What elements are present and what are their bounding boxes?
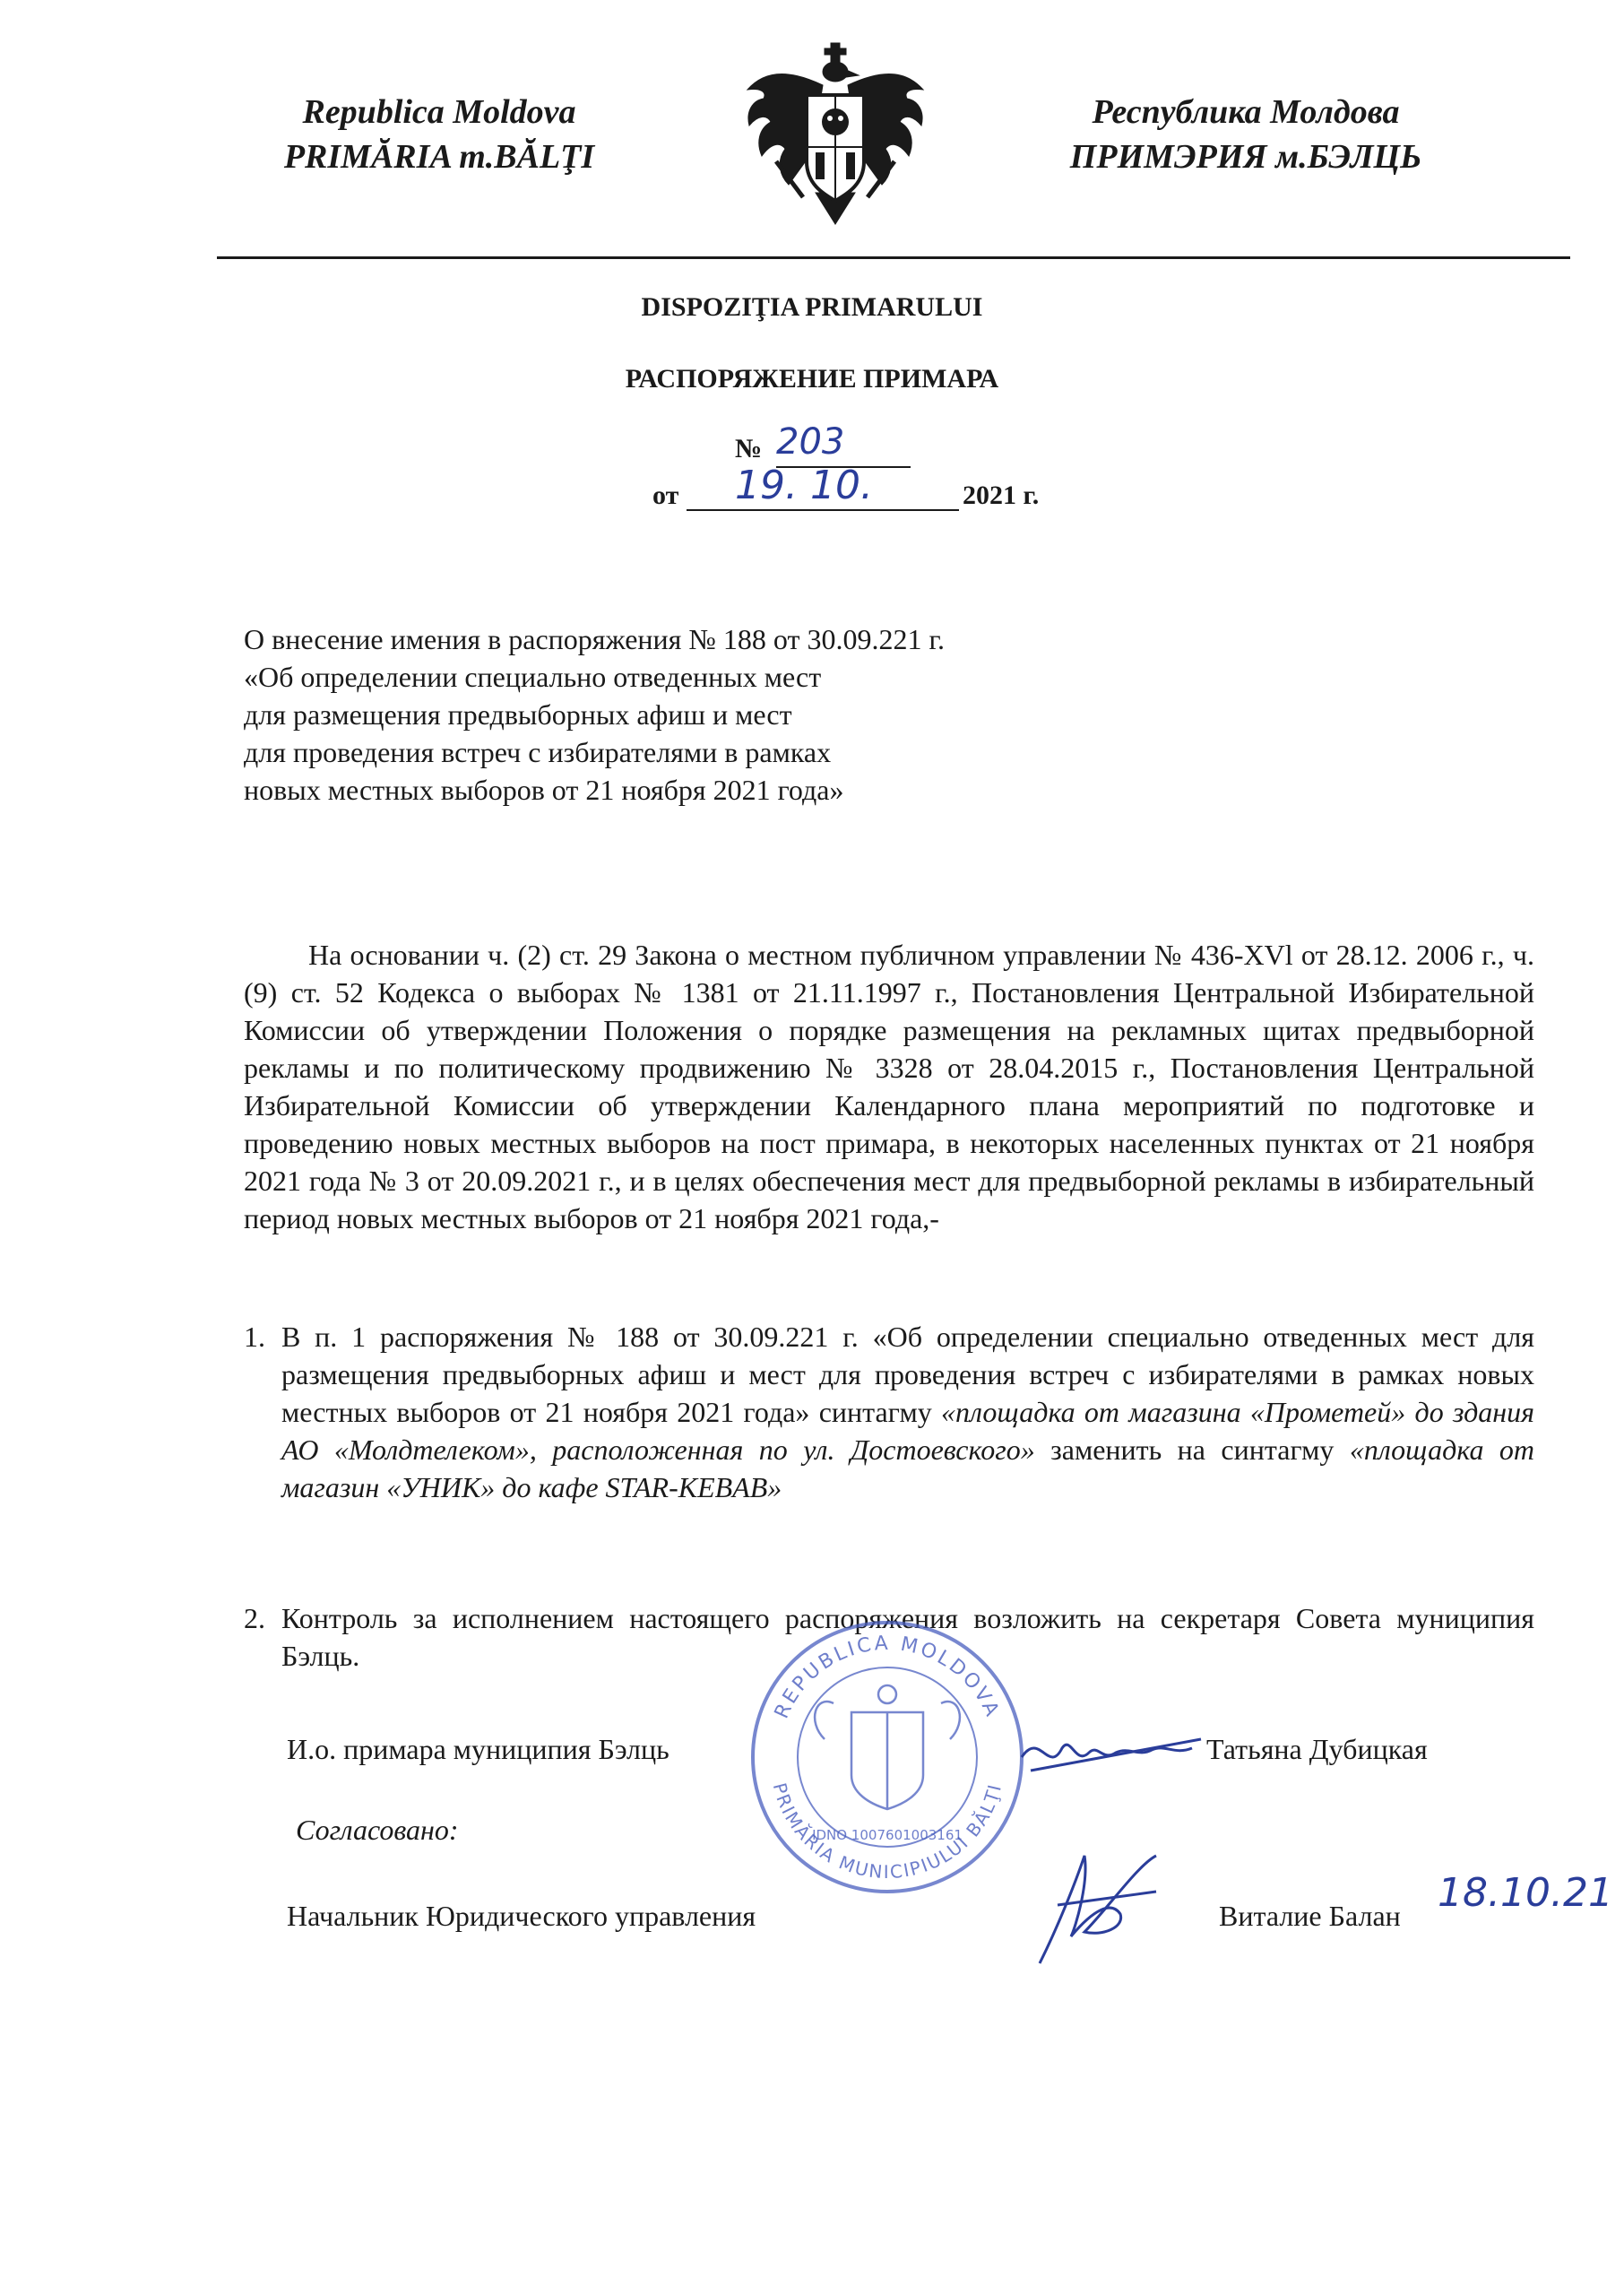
year-label: 2021 г.: [963, 481, 1040, 510]
legal-head-name: Виталие Балан: [1219, 1900, 1401, 1932]
official-stamp: [744, 1605, 1031, 1901]
svg-text:REPUBLICA MOLDOVA: [771, 1632, 1004, 1722]
coat-of-arms-icon: [740, 36, 930, 229]
stamp-idno: IDNO 1007601003161: [812, 1827, 963, 1843]
number-label: №: [735, 434, 763, 463]
title-romanian: DISPOZIŢIA PRIMARULUI: [641, 292, 983, 322]
header-right-country: Республика Молдова: [1092, 93, 1400, 131]
item-number: 1.: [244, 1321, 265, 1353]
header-divider: [217, 256, 1570, 259]
acting-mayor-name: Татьяна Дубицкая: [1206, 1733, 1428, 1765]
item-text: Контроль за исполнением настоящего распоряжения возложить на секретаря Совета муниципия Бэлць.: [281, 1602, 1534, 1672]
legal-head-signature-icon: [1022, 1829, 1174, 1981]
item-number: 2.: [244, 1602, 265, 1634]
header-left-country: Republica Moldova: [302, 93, 576, 131]
stamp-top-text: REPUBLICA MOLDOVA: [770, 1632, 1005, 1722]
header-right: [1013, 90, 1479, 179]
header-left-office: PRIMĂRIA m.BĂLŢI: [283, 138, 595, 176]
subject-line: новых местных выборов от 21 ноября 2021 года»: [244, 774, 844, 806]
legal-head-label: Начальник Юридического управления: [287, 1900, 756, 1932]
order-item-1: [244, 1318, 1534, 1506]
date-value: 19. 10.: [735, 463, 873, 508]
legal-head-sign-date: 18.10.21: [1438, 1870, 1613, 1916]
date-label: от: [652, 481, 679, 510]
acting-mayor-label: И.о. примара муниципия Бэлць: [287, 1733, 669, 1765]
item-text-part: заменить на синтагму: [1034, 1433, 1350, 1466]
agreed-label: Согласовано:: [296, 1814, 459, 1846]
subject-block: [244, 620, 945, 809]
header-right-office: ПРИМЭРИЯ м.БЭЛЦЬ: [1069, 138, 1422, 176]
mayor-signature-icon: [1013, 1721, 1219, 1784]
item-text-part: В п. 1 распоряжения № 188 от 30.09.221 г. «Об определении специально отведенных мест для размещения предвыборных афиш и мест для проведения встреч с избирателями в рамках новых местных выборов от 21 ноября 2021 года» синтагму: [281, 1321, 1534, 1428]
subject-line: для размещения предвыборных афиш и мест: [244, 698, 792, 731]
old-phrase: «площадка от магазина «Прометей» до здания АО «Молдтелеком», расположенная по ул. Достоевского»: [281, 1396, 1535, 1466]
stamp-bottom-text: PRIMĂRIA MUNICIPIULUI BĂLŢI: [768, 1780, 1006, 1884]
item-text: [281, 1318, 1534, 1506]
subject-line: «Об определении специально отведенных мест: [244, 661, 822, 693]
subject-line: для проведения встреч с избирателями в рамках: [244, 736, 832, 768]
header-left: [215, 90, 663, 179]
date-underline: [687, 509, 959, 511]
number-value: 203: [776, 421, 845, 463]
new-phrase: «площадка от магазин «УНИК» до кафе STAR-KEBAB»: [281, 1433, 1535, 1503]
preamble-paragraph: На основании ч. (2) ст. 29 Закона о местном публичном управлении № 436-XVl от 28.12. 2006 г., ч. (9) ст. 52 Кодекса о выборах № 1381 от 21.11.1997 г., Постановления Центральной Избирательной Комиссии об утверждении Положения о порядке размещения на рекламных щитах предвыборной рекламы и по политическому продвижению № 3328 от 28.04.2015 г., Постановления Центральной Избирательной Комиссии об утверждении Календарного плана мероприятий по подготовке и проведению новых местных выборов на пост примара, в некоторых населенных пунктах от 21 ноября 2021 года № 3 от 20.09.2021 г., и в целях обеспечения мест для предвыборной рекламы в избирательный период новых местных выборов от 21 ноября 2021 года,-: [244, 939, 1534, 1234]
title-russian: РАСПОРЯЖЕНИЕ ПРИМАРА: [625, 364, 999, 394]
subject-line: О внесение имения в распоряжения № 188 от 30.09.221 г.: [244, 623, 945, 655]
